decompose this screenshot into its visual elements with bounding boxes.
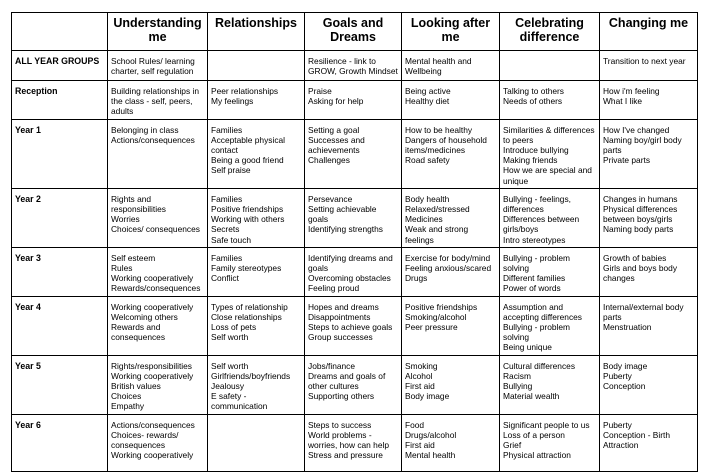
cell-celebrating-difference: Bullying - feelings, differences Differences between girls/boys Intro stereotypes <box>500 188 600 247</box>
cell-looking-after-me: Positive friendships Smoking/alcohol Peer pressure <box>402 296 500 355</box>
cell-celebrating-difference: Talking to others Needs of others <box>500 81 600 120</box>
cell-looking-after-me: Being active Healthy diet <box>402 81 500 120</box>
cell-changing-me: Transition to next year <box>600 51 698 81</box>
table-row <box>12 355 698 414</box>
cell-looking-after-me: Smoking Alcohol First aid Body image <box>402 355 500 414</box>
cell-relationships: Self worth Girlfriends/boyfriends Jealousy E safety - communication <box>208 355 305 414</box>
cell-understanding-me: School Rules/ learning charter, self regulation <box>108 51 208 81</box>
cell-celebrating-difference: Cultural differences Racism Bullying Material wealth <box>500 355 600 414</box>
cell-celebrating-difference <box>500 51 600 81</box>
table-row <box>12 247 698 296</box>
header-understanding-me: Understanding me <box>108 13 208 51</box>
cell-looking-after-me: Exercise for body/mind Feeling anxious/scared Drugs <box>402 247 500 296</box>
row-label: Year 5 <box>12 355 108 414</box>
cell-goals-and-dreams: Jobs/finance Dreams and goals of other cultures Supporting others <box>305 355 402 414</box>
cell-celebrating-difference: Significant people to us Loss of a person Grief Physical attraction <box>500 414 600 471</box>
cell-looking-after-me: Food Drugs/alcohol First aid Mental health <box>402 414 500 471</box>
cell-changing-me: Puberty Conception - Birth Attraction <box>600 414 698 471</box>
cell-understanding-me: Actions/consequences Choices- rewards/ consequences Working cooperatively <box>108 414 208 471</box>
corner-header <box>12 13 108 51</box>
cell-relationships: Families Acceptable physical contact Being a good friend Self praise <box>208 119 305 188</box>
table-row <box>12 119 698 188</box>
curriculum-table <box>11 12 698 472</box>
cell-looking-after-me: Mental health and Wellbeing <box>402 51 500 81</box>
row-label: Year 3 <box>12 247 108 296</box>
table-row <box>12 51 698 81</box>
row-label: Year 6 <box>12 414 108 471</box>
cell-changing-me: Growth of babies Girls and boys body changes <box>600 247 698 296</box>
cell-relationships: Types of relationship Close relationships Loss of pets Self worth <box>208 296 305 355</box>
cell-changing-me: Internal/external body parts Menstruation <box>600 296 698 355</box>
cell-changing-me: Changes in humans Physical differences between boys/girls Naming body parts <box>600 188 698 247</box>
cell-understanding-me: Belonging in class Actions/consequences <box>108 119 208 188</box>
cell-relationships <box>208 414 305 471</box>
header-celebrating-difference: Celebrating difference <box>500 13 600 51</box>
cell-relationships: Peer relationships My feelings <box>208 81 305 120</box>
cell-changing-me: Body image Puberty Conception <box>600 355 698 414</box>
table-row <box>12 188 698 247</box>
row-label: Year 2 <box>12 188 108 247</box>
header-row <box>12 13 698 51</box>
header-relationships: Relationships <box>208 13 305 51</box>
cell-looking-after-me: How to be healthy Dangers of household items/medicines Road safety <box>402 119 500 188</box>
cell-looking-after-me: Body health Relaxed/stressed Medicines Weak and strong feelings <box>402 188 500 247</box>
cell-goals-and-dreams: Praise Asking for help <box>305 81 402 120</box>
cell-understanding-me: Self esteem Rules Working cooperatively Rewards/consequences <box>108 247 208 296</box>
cell-changing-me: How I've changed Naming boy/girl body parts Private parts <box>600 119 698 188</box>
cell-relationships <box>208 51 305 81</box>
header-looking-after-me: Looking after me <box>402 13 500 51</box>
cell-goals-and-dreams: Steps to success World problems - worries, how can help Stress and pressure <box>305 414 402 471</box>
cell-changing-me: How i'm feeling What I like <box>600 81 698 120</box>
cell-goals-and-dreams: Setting a goal Successes and achievements Challenges <box>305 119 402 188</box>
cell-celebrating-difference: Similarities & differences to peers Introduce bullying Making friends How we are special and unique <box>500 119 600 188</box>
cell-goals-and-dreams: Resilience - link to GROW, Growth Mindset <box>305 51 402 81</box>
header-changing-me: Changing me <box>600 13 698 51</box>
row-label: ALL YEAR GROUPS <box>12 51 108 81</box>
row-label: Year 1 <box>12 119 108 188</box>
row-label: Year 4 <box>12 296 108 355</box>
cell-relationships: Families Positive friendships Working with others Secrets Safe touch <box>208 188 305 247</box>
table-row <box>12 81 698 120</box>
header-goals-and-dreams: Goals and Dreams <box>305 13 402 51</box>
cell-goals-and-dreams: Identifying dreams and goals Overcoming obstacles Feeling proud <box>305 247 402 296</box>
cell-goals-and-dreams: Persevance Setting achievable goals Identifying strengths <box>305 188 402 247</box>
table-row <box>12 296 698 355</box>
table-row <box>12 414 698 471</box>
cell-understanding-me: Building relationships in the class - self, peers, adults <box>108 81 208 120</box>
cell-understanding-me: Working cooperatively Welcoming others Rewards and consequences <box>108 296 208 355</box>
cell-understanding-me: Rights and responsibilities Worries Choices/ consequences <box>108 188 208 247</box>
row-label: Reception <box>12 81 108 120</box>
cell-understanding-me: Rights/responsibilities Working cooperatively British values Choices Empathy <box>108 355 208 414</box>
cell-relationships: Families Family stereotypes Conflict <box>208 247 305 296</box>
cell-celebrating-difference: Bullying - problem solving Different families Power of words <box>500 247 600 296</box>
cell-celebrating-difference: Assumption and accepting differences Bullying - problem solving Being unique <box>500 296 600 355</box>
cell-goals-and-dreams: Hopes and dreams Disappointments Steps to achieve goals Group successes <box>305 296 402 355</box>
